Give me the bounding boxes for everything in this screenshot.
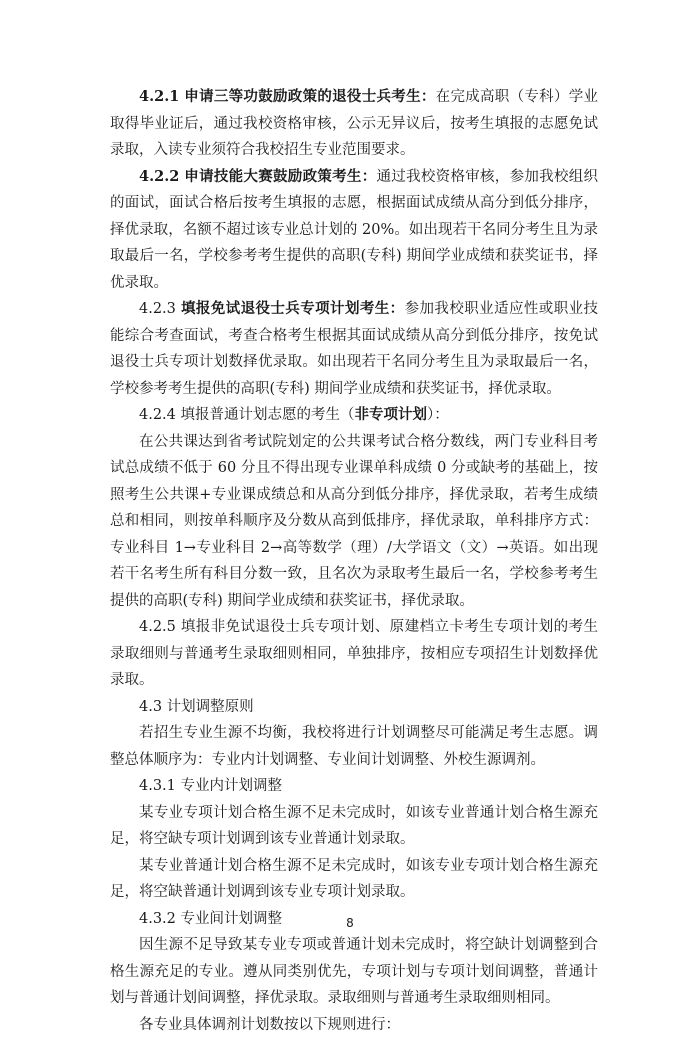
paragraph-4-3-1-a: 某专业专项计划合格生源不足未完成时，如该专业普通计划合格生源充足，将空缺专项计划调到该专业普通计划录取。: [110, 800, 598, 853]
page-body: [110, 84, 598, 1038]
paragraph-4-2-5: 4.2.5 填报非免试退役士兵专项计划、原建档立卡考生专项计划的考生录取细则与普通考生录取细则相同，单独排序，按相应专项招生计划数择优录取。: [110, 614, 598, 694]
section-title: 申请三等功鼓励政策的退役士兵考生：: [184, 88, 435, 105]
heading-4-3: 4.3 计划调整原则: [110, 694, 598, 721]
paragraph-4-3: 若招生专业生源不均衡，我校将进行计划调整尽可能满足考生志愿。调整总体顺序为：专业内计划调整、专业间计划调整、外校生源调剂。: [110, 720, 598, 773]
page-number: 8: [0, 916, 700, 930]
section-number: 4.2.1: [139, 88, 179, 105]
heading-4-3-1: 4.3.1 专业内计划调整: [110, 773, 598, 800]
paragraph-4-2-3: [110, 296, 598, 402]
paragraph-4-3-1-b: 某专业普通计划合格生源不足未完成时，如该专业专项计划合格生源充足，将空缺普通计划调到该专业专项计划录取。: [110, 853, 598, 906]
section-number: 4.2.2: [139, 168, 179, 185]
heading-end: ）：: [427, 407, 449, 423]
section-number: 4.2.3: [139, 301, 176, 317]
paragraph-4-3-2-b: 各专业具体调剂计划数按以下规则进行：: [110, 1012, 598, 1038]
heading-4-3-2: 4.3.2 专业间计划调整: [110, 906, 598, 933]
paragraph-4-2-4: 在公共课达到省考试院划定的公共课考试合格分数线，两门专业科目考试总成绩不低于 60 分且不得出现专业课单科成绩 0 分或缺考的基础上，按照考生公共课+专业课成绩总和从高分到低分排序，择优录取，若考生成绩总和相同，则按单科顺序及分数从高到低排序，择优录取，单科排序方式：专业科目 1→专业科目 2→高等数学（理）/大学语文（文）→英语。如出现若干名考生所有科目分数一致，且名次为录取考生最后一名，学校参考考生提供的高职(专科) 期间学业成绩和获奖证书，择优录取。: [110, 429, 598, 615]
heading-4-2-4: [110, 402, 598, 429]
section-title: 申请技能大赛鼓励政策考生：: [184, 168, 376, 185]
paragraph-4-2-1: [110, 84, 598, 164]
heading-bold-text: 非专项计划: [355, 406, 428, 423]
section-text: 在完成高职（专科）学业取得毕业证后，通过我校资格审核，公示无异议后，按考生填报的志愿免试录取，入读专业须符合我校招生专业范围要求。: [110, 89, 598, 158]
heading-text: 4.2.4 填报普通计划志愿的考生（: [139, 407, 355, 423]
section-title: 填报免试退役士兵专项计划考生：: [181, 300, 405, 317]
section-text: 通过我校资格审核，参加我校组织的面试，面试合格后按考生填报的志愿，根据面试成绩从高分到低分排序，择优录取，名额不超过该专业总计划的 20%。如出现若干名同分考生且为录取最后一名，学校参考考生提供的高职(专科) 期间学业成绩和获奖证书，择优录取。: [110, 169, 598, 291]
paragraph-4-3-2-a: 因生源不足导致某专业专项或普通计划未完成时，将空缺计划调整到合格生源充足的专业。遵从同类别优先，专项计划与专项计划间调整，普通计划与普通计划间调整，择优录取。录取细则与普通考生录取细则相同。: [110, 932, 598, 1012]
section-text: 参加我校职业适应性或职业技能综合考查面试，考查合格考生根据其面试成绩从高分到低分排序，按免试退役士兵专项计划数择优录取。如出现若干名同分考生且为录取最后一名，学校参考考生提供的高职(专科) 期间学业成绩和获奖证书，择优录取。: [110, 301, 598, 397]
paragraph-4-2-2: [110, 164, 598, 297]
